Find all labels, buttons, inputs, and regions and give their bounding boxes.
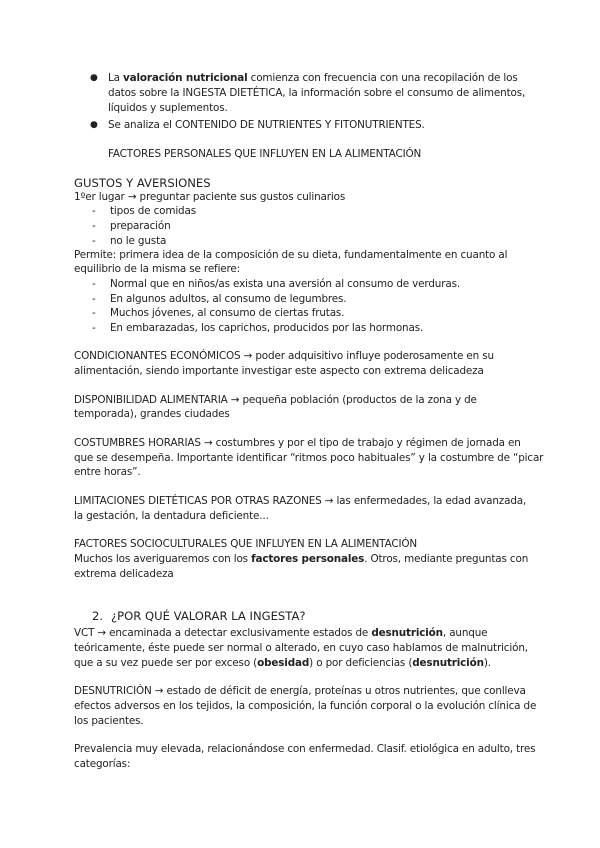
prevalencia-line-1: Prevalencia muy elevada, relacionándose con enfermedad. Clasif. etiológica en adulto, tres bbox=[74, 743, 536, 755]
desnutricion-line-2: efectos adversos en los tejidos, la composición, la función corporal o la evolución clínica de bbox=[74, 700, 537, 712]
dash-marker: - bbox=[92, 307, 96, 319]
socioculturales-line-1: Muchos los averiguaremos con los factores personales. Otros, mediante preguntas con bbox=[74, 553, 529, 565]
bullet-1-line-1: La valoración nutricional comienza con frecuencia con una recopilación de los bbox=[108, 72, 518, 84]
bullet-dot: ● bbox=[90, 73, 98, 83]
vct-line-2: teóricamente, éste puede ser normal o alterado, en cuyo caso hablamos de malnutrición, bbox=[74, 642, 528, 654]
section-2-number: 2. bbox=[92, 609, 104, 623]
bullet-2-line-1: Se analiza el CONTENIDO DE NUTRIENTES Y FITONUTRIENTES. bbox=[108, 119, 425, 131]
dash-marker: - bbox=[92, 205, 96, 217]
dash-marker: - bbox=[92, 278, 96, 290]
socioculturales-line-2: extrema delicadeza bbox=[74, 568, 174, 580]
bullet-1-line-2: datos sobre la INGESTA DIETÉTICA, la información sobre el consumo de alimentos, bbox=[108, 87, 526, 99]
costumbres-line-1: COSTUMBRES HORARIAS → costumbres y por el tipo de trabajo y régimen de jornada en bbox=[74, 437, 521, 449]
gustos-heading: GUSTOS Y AVERSIONES bbox=[74, 176, 211, 190]
section-personales-title: FACTORES PERSONALES QUE INFLUYEN EN LA ALIMENTACIÓN bbox=[108, 148, 422, 160]
disponibilidad-line-2: temporada), grandes ciudades bbox=[74, 408, 230, 420]
section-2-heading: ¿POR QUÉ VALORAR LA INGESTA? bbox=[111, 609, 306, 623]
gustos-example: En algunos adultos, al consumo de legumbres. bbox=[110, 293, 347, 305]
dash-marker: - bbox=[92, 322, 96, 334]
socioculturales-heading: FACTORES SOCIOCULTURALES QUE INFLUYEN EN LA ALIMENTACIÓN bbox=[74, 538, 418, 550]
gustos-permite-line-1: Permite: primera idea de la composición de su dieta, fundamentalmente en cuanto al bbox=[74, 249, 508, 261]
dash-marker: - bbox=[92, 293, 96, 305]
bullet-1-line-3: líquidos y suplementos. bbox=[108, 102, 228, 114]
desnutricion-line-1: DESNUTRICIÓN → estado de déficit de energía, proteínas u otros nutrientes, que conlleva bbox=[74, 685, 526, 697]
dash-marker: - bbox=[92, 220, 96, 232]
limitaciones-line-2: la gestación, la dentadura deficiente... bbox=[74, 510, 269, 522]
gustos-item: preparación bbox=[110, 220, 171, 232]
gustos-example: Normal que en niños/as exista una aversión al consumo de verduras. bbox=[110, 278, 460, 290]
vct-line-3: que a su vez puede ser por exceso (obesidad) o por deficiencias (desnutrición). bbox=[74, 657, 491, 669]
limitaciones-line-1: LIMITACIONES DIETÉTICAS POR OTRAS RAZONES → las enfermedades, la edad avanzada, bbox=[74, 495, 527, 507]
gustos-item: no le gusta bbox=[110, 235, 167, 247]
prevalencia-line-2: categorías: bbox=[74, 758, 131, 770]
gustos-example: Muchos jóvenes, al consumo de ciertas frutas. bbox=[110, 307, 345, 319]
costumbres-line-2: que se desempeña. Importante identificar “ritmos poco habituales” y la costumbre de “picar bbox=[74, 452, 544, 464]
dash-marker: - bbox=[92, 235, 96, 247]
disponibilidad-line-1: DISPONIBILIDAD ALIMENTARIA → pequeña población (productos de la zona y de bbox=[74, 394, 477, 406]
bullet-dot: ● bbox=[90, 120, 98, 130]
economicos-line-1: CONDICIONANTES ECONÓMICOS → poder adquisitivo influye poderosamente en su bbox=[74, 350, 494, 362]
gustos-permite-line-2: equilibrio de la misma se refiere: bbox=[74, 263, 241, 275]
gustos-intro: 1ºer lugar → preguntar paciente sus gustos culinarios bbox=[74, 191, 346, 203]
gustos-item: tipos de comidas bbox=[110, 205, 196, 217]
costumbres-line-3: entre horas”. bbox=[74, 466, 141, 478]
vct-line-1: VCT → encaminada a detectar exclusivamente estados de desnutrición, aunque bbox=[74, 627, 488, 639]
gustos-example: En embarazadas, los caprichos, producidos por las hormonas. bbox=[110, 322, 424, 334]
economicos-line-2: alimentación, siendo importante investigar este aspecto con extrema delicadeza bbox=[74, 365, 484, 377]
desnutricion-line-3: los pacientes. bbox=[74, 715, 144, 727]
